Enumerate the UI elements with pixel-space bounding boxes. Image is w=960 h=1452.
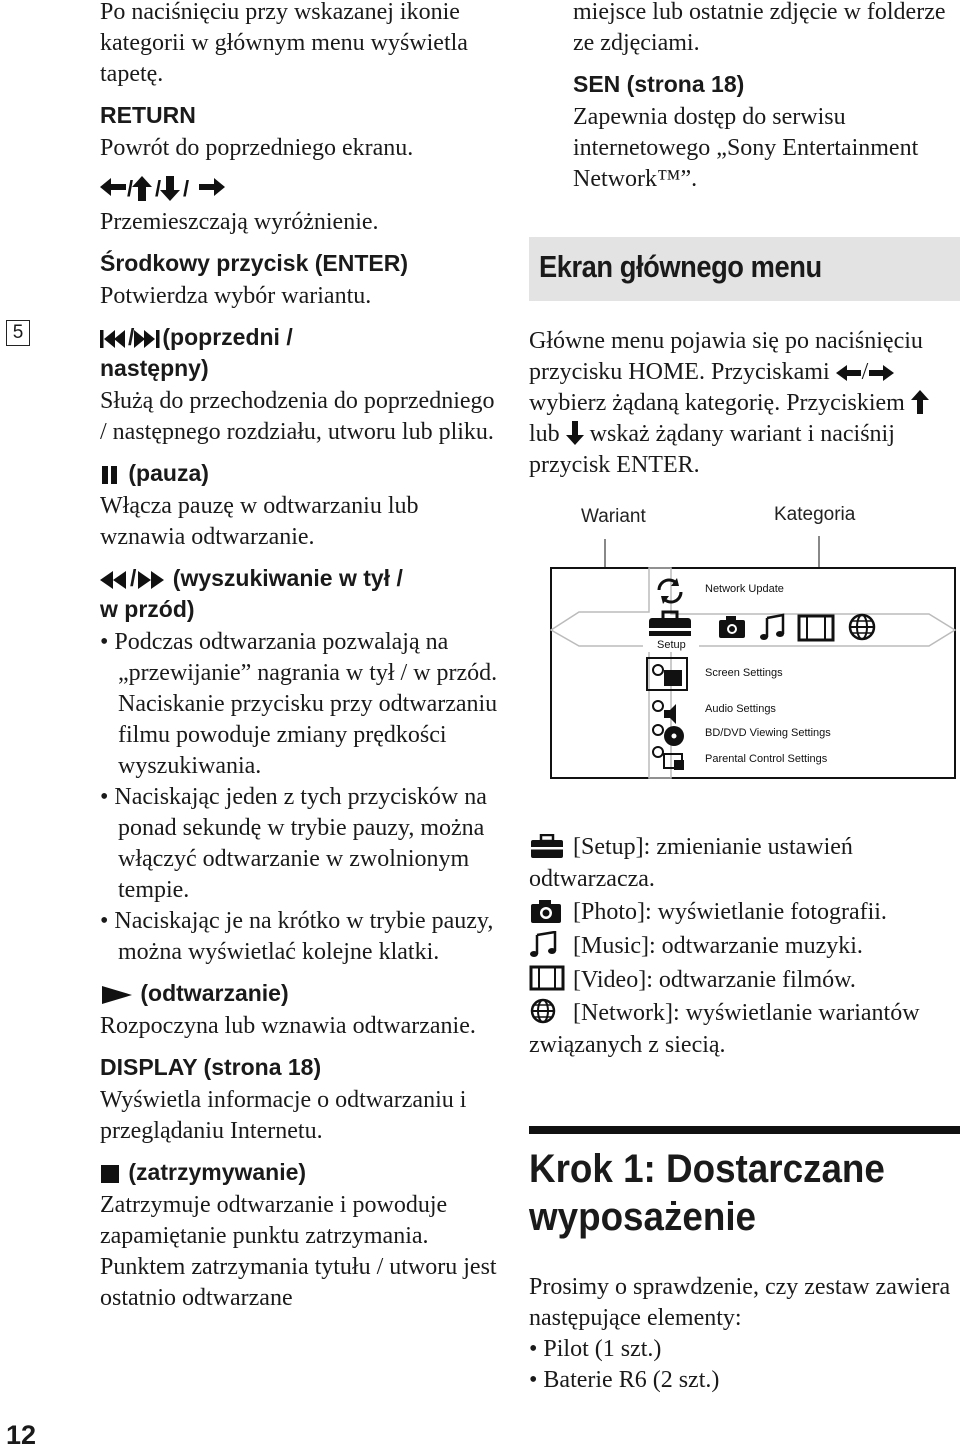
home-menu-heading-banner xyxy=(529,237,960,301)
left-column xyxy=(100,0,500,1314)
home-menu-heading: Ekran głównego menu xyxy=(539,249,822,284)
home-menu-text: Główne menu pojawia się po naciśnięciu przycisku HOME. Przyciskami / wybierz żądaną kategorię. Przyciskiem lub wskaż żądany wariant i naciśnij przycisk ENTER. xyxy=(529,326,960,481)
toolbox-icon xyxy=(529,834,567,858)
step-item: • Pilot (1 szt.) xyxy=(529,1336,662,1362)
film-icon xyxy=(529,965,567,991)
legend-setup: [Setup]: zmienianie ustawień odtwarzacza. xyxy=(529,834,853,892)
step-item: • Baterie R6 (2 szt.) xyxy=(529,1367,720,1393)
display-text: Wyświetla informacje o odtwarzaniu i przeglądaniu Internetu. xyxy=(100,1087,467,1144)
callout-number: 5 xyxy=(6,320,30,346)
prevnext-text: Służą do przechodzenia do poprzedniego / następnego rozdziału, utworu lub pliku. xyxy=(100,388,495,445)
search-bullet: • Podczas odtwarzania pozwalają na „przewijanie” nagrania w tył / w przód. Naciskanie przycisku przy odtwarzaniu filmu powoduje zmiany prędkości wyszukiwania. xyxy=(100,629,498,779)
search-bullets xyxy=(100,627,500,968)
search-bullet: • Naciskając je na krótko w trybie pauzy, można wyświetlać kolejne klatki. xyxy=(100,908,494,965)
arrows-heading xyxy=(100,174,500,205)
wallpaper-text: Po naciśnięciu przy wskazanej ikonie kategorii w głównym menu wyświetla tapetę. xyxy=(100,0,468,87)
stop-heading: (zatrzymywanie) xyxy=(100,1157,500,1188)
globe-icon xyxy=(529,998,567,1024)
step-content xyxy=(529,1272,960,1396)
down-arrow-icon xyxy=(566,421,584,445)
parental-control-label: Parental Control Settings xyxy=(705,753,828,765)
section-rule xyxy=(529,1126,960,1134)
prevnext-heading: / (poprzedni / następny) xyxy=(100,324,293,381)
camera-icon xyxy=(529,899,567,923)
category-legend xyxy=(529,831,960,1061)
display-heading: DISPLAY (strona 18) xyxy=(100,1054,322,1080)
enter-text: Potwierdza wybór wariantu. xyxy=(100,283,372,309)
step-heading: Krok 1: Dostarczane wyposażenie xyxy=(529,1147,885,1239)
right-arrow-icon xyxy=(868,363,894,383)
bd-dvd-settings-label: BD/DVD Viewing Settings xyxy=(705,727,831,739)
pause-heading: (pauza) xyxy=(100,458,500,489)
screen-settings-label: Screen Settings xyxy=(705,667,783,679)
page-number: 12 xyxy=(6,1420,37,1450)
next-icon xyxy=(134,329,162,349)
audio-settings-label: Audio Settings xyxy=(705,703,776,715)
right-column-top xyxy=(573,0,960,195)
home-menu-intro xyxy=(529,326,960,481)
sen-text: Zapewnia dostęp do serwisu internetowego „Sony Entertainment Network™”. xyxy=(573,104,919,192)
legend-video: [Video]: odtwarzanie filmów. xyxy=(529,963,960,997)
legend-network: [Network]: wyświetlanie wariantów związanych z siecią. xyxy=(529,1000,920,1058)
left-arrow-icon xyxy=(836,363,862,383)
arrow-buttons-icon xyxy=(100,174,230,202)
pause-text: Włącza pauzę w odtwarzaniu lub wznawia odtwarzanie. xyxy=(100,493,419,550)
continued-text: miejsce lub ostatnie zdjęcie w folderze ze zdjęciami. xyxy=(573,0,946,56)
rewind-icon xyxy=(100,570,130,590)
arrows-text: Przemieszczają wyróżnienie. xyxy=(100,209,379,235)
previous-icon xyxy=(100,329,128,349)
legend-music: [Music]: odtwarzanie muzyki. xyxy=(529,929,960,963)
fast-forward-icon xyxy=(136,570,166,590)
up-arrow-icon xyxy=(911,390,929,414)
music-note-icon xyxy=(529,931,567,957)
variant-label: Wariant xyxy=(581,506,646,527)
network-update-label: Network Update xyxy=(705,583,784,595)
setup-label: Setup xyxy=(657,639,686,651)
return-heading: RETURN xyxy=(100,102,196,128)
enter-heading: Środkowy przycisk (ENTER) xyxy=(100,250,409,276)
svg-text:/: / xyxy=(183,176,190,201)
play-icon xyxy=(100,985,134,1005)
play-heading: (odtwarzanie) xyxy=(100,978,500,1009)
step-text: Prosimy o sprawdzenie, czy zestaw zawiera następujące elementy: xyxy=(529,1274,951,1331)
sen-heading: SEN (strona 18) xyxy=(573,71,745,97)
return-text: Powrót do poprzedniego ekranu. xyxy=(100,135,414,161)
search-bullet: • Naciskając jeden z tych przycisków na ponad sekundę w trybie pauzy, można włączyć odtwarzanie w zwolnionym tempie. xyxy=(100,784,487,903)
search-heading: / (wyszukiwanie w tył / w przód) xyxy=(100,565,403,622)
play-text: Rozpoczyna lub wznawia odtwarzanie. xyxy=(100,1013,476,1039)
legend-photo: [Photo]: wyświetlanie fotografii. xyxy=(529,895,960,929)
category-label: Kategoria xyxy=(774,504,856,525)
home-menu-diagram xyxy=(529,496,960,796)
svg-text:/: / xyxy=(155,176,162,201)
pause-icon xyxy=(100,465,122,485)
svg-text:/: / xyxy=(127,176,134,201)
stop-icon xyxy=(100,1164,122,1184)
stop-text: Zatrzymuje odtwarzanie i powoduje zapamiętanie punktu zatrzymania. Punktem zatrzymania tytułu / utworu jest ostatnio odtwarzane xyxy=(100,1192,497,1311)
